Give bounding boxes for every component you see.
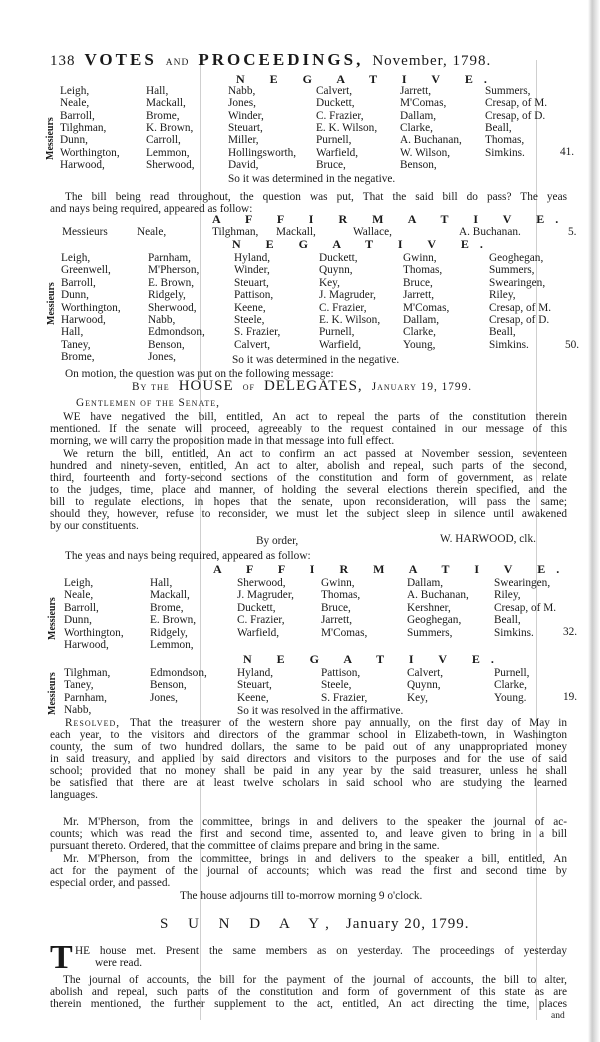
voter-name: Keene, xyxy=(237,691,269,704)
voter-name: Swearingen, xyxy=(489,276,546,289)
paragraph-line: school; provided that no money shall be paid in any year by the said treasurer, unless he shall xyxy=(50,765,567,777)
voter-name: Jones, xyxy=(148,351,176,364)
paragraph-line: languages. xyxy=(50,789,98,801)
day-heading: S U N D A Y, xyxy=(160,916,337,932)
voter-name: Jarrett, xyxy=(400,85,432,97)
message-salutation: Gentlemen of the Senate, xyxy=(76,397,220,409)
voter-name: Cresap, of M. xyxy=(489,301,552,314)
voter-name: Hyland, xyxy=(234,252,271,264)
voter-name: Keene, xyxy=(234,301,266,314)
voter-name: Winder, xyxy=(228,109,264,122)
paragraph-line: by our constituents. xyxy=(50,520,139,532)
voter-name: Tilghman, xyxy=(212,226,259,238)
voter-name: Dunn, xyxy=(60,134,88,147)
voter-name: Steuart, xyxy=(228,121,263,134)
paragraph-line: county, the sum of two hundred dollars, the same to be paid out of any unappropriated money xyxy=(50,741,567,753)
voter-name: Worthington, xyxy=(61,301,121,314)
voter-name: Hyland, xyxy=(237,667,274,679)
paragraph-line: each year, to the visitors and directors of the grammar school in Elizabeth-town, in Washington xyxy=(50,729,567,741)
voter-name: Purnell, xyxy=(316,134,352,147)
voter-name: Beall, xyxy=(494,614,521,627)
message-of: of xyxy=(242,381,255,393)
vote-heading-affirmative: A F F I R M A T I V E. xyxy=(212,212,570,226)
voter-name: Clarke, xyxy=(403,326,436,339)
voter-name: Gwinn, xyxy=(403,252,437,264)
voter-name: Bruce, xyxy=(316,158,346,171)
voter-name: Swearingen, xyxy=(494,577,551,589)
voter-name: Gwinn, xyxy=(321,577,355,589)
voter-name: Sherwood, xyxy=(146,158,195,171)
paragraph-line: be satisfied that there are at least twelve scholars in said school who are studying the learned xyxy=(50,777,567,789)
paragraph-line: pursuant thereto. Ordered, that the committee of claims prepare and bring in the same. xyxy=(50,840,440,852)
voter-name: Thomas, xyxy=(321,589,361,602)
voter-name: Harwood, xyxy=(64,639,109,651)
paragraph-line: mentioned. If the senate will proceed, agreeably to the request contained in our message of this xyxy=(50,423,567,435)
voter-name: M'Pherson, xyxy=(148,264,200,277)
messieurs-label: Messieurs xyxy=(45,117,56,160)
voter-name: S. Frazier, xyxy=(234,326,281,339)
voter-name: A. Buchanan, xyxy=(400,134,462,147)
voter-name: Quynn, xyxy=(407,679,441,692)
voter-name: Clarke, xyxy=(494,679,527,692)
voter-name: Riley, xyxy=(494,589,521,602)
voter-name: Purnell, xyxy=(319,326,355,339)
voter-name: Nabb, xyxy=(64,704,92,717)
voter-name: Taney, xyxy=(64,679,94,692)
voter-name: Lemmon, xyxy=(150,639,194,651)
message-delegates: DELEGATES, xyxy=(263,378,363,394)
voter-name: Dallam, xyxy=(407,577,444,589)
voter-name: Jarrett, xyxy=(403,289,435,302)
voter-name: David, xyxy=(228,158,259,171)
voter-name: Miller, xyxy=(228,134,259,147)
voter-name: Calvert, xyxy=(407,667,444,679)
voter-name: M'Comas, xyxy=(403,301,450,314)
paragraph-line: morning, we will carry the proposition made in that message into full effect. xyxy=(50,435,395,447)
voter-name: Pattison, xyxy=(321,667,361,679)
voter-name: Hall, xyxy=(150,577,173,589)
voter-name: Thomas, xyxy=(403,264,443,277)
voter-name: E. Brown, xyxy=(150,614,197,627)
voter-name: Pattison, xyxy=(234,289,274,302)
voter-name: Taney, xyxy=(61,338,91,351)
voter-name: Benson, xyxy=(150,679,187,692)
voter-name: Young. xyxy=(494,691,527,704)
voter-name: Summers, xyxy=(489,264,535,277)
voter-name: Beall, xyxy=(485,121,512,134)
paragraph-line: counts; which was read the first and second time, assented to, and leave given to bring in a bill xyxy=(50,828,567,840)
voter-name: Brome, xyxy=(61,351,95,364)
voter-name: Greenwell, xyxy=(61,264,111,277)
voter-name: Duckett, xyxy=(237,601,276,614)
voter-name: Key, xyxy=(407,691,428,704)
messieurs-label: Messieurs xyxy=(47,672,58,715)
voter-name: M'Comas, xyxy=(400,97,447,110)
voter-name: Cresap, of D. xyxy=(485,109,546,122)
message-house: HOUSE xyxy=(178,378,234,394)
voter-name: M'Comas, xyxy=(321,626,368,639)
voter-name: Summers, xyxy=(407,626,453,639)
voter-name: Ridgely, xyxy=(150,626,188,639)
voter-name: Jarrett, xyxy=(321,614,353,627)
message-signature: W. HARWOOD, clk. xyxy=(440,533,536,545)
voter-name: Wallace, xyxy=(353,226,392,238)
voter-name: J. Magruder, xyxy=(237,589,294,602)
running-title-and: AND xyxy=(165,58,190,68)
voter-name: Barroll, xyxy=(61,276,96,289)
running-header xyxy=(50,50,491,70)
voter-name: Benson, xyxy=(148,338,185,351)
running-title-date: November, 1798. xyxy=(372,53,492,69)
vote-result: So it was resolved in the affirmative. xyxy=(237,705,404,717)
voter-name: Hollingsworth, xyxy=(228,146,297,159)
voter-name: Benson, xyxy=(400,158,437,171)
voter-name: Simkins. xyxy=(494,626,534,639)
paragraph-line: WE have negatived the bill, entitled, An act to repeal the parts of the constitution therein xyxy=(63,411,567,423)
voter-name: Steele, xyxy=(234,314,265,326)
voter-name: E. K. Wilson, xyxy=(319,314,381,326)
voter-name: A. Buchanan, xyxy=(407,589,469,602)
voter-name: Jones, xyxy=(228,97,256,110)
voter-name: C. Frazier, xyxy=(237,614,285,627)
day-header xyxy=(160,916,470,933)
page-number: 138 xyxy=(50,53,76,69)
paragraph-line: especial order, and passed. xyxy=(50,877,171,889)
vote-result: So it was determined in the negative. xyxy=(228,173,396,185)
voter-name: Quynn, xyxy=(319,264,353,277)
message-date: January 19, 1799. xyxy=(371,381,473,393)
voter-name: Dallam, xyxy=(400,109,437,122)
voter-name: Sherwood, xyxy=(237,577,286,589)
voter-name: Hall, xyxy=(146,85,169,97)
paragraph-line: bill to regulate elections, in hopes that the senate, upon reconsideration, will pass the same; xyxy=(50,496,567,508)
voter-name: Purnell, xyxy=(494,667,530,679)
voter-name: Calvert, xyxy=(234,338,271,351)
paragraph-line: The bill being read throughout, the question was put, That the said bill do pass? The yeas xyxy=(65,191,567,203)
voter-name: Mackall, xyxy=(150,589,190,602)
voter-name: Simkins. xyxy=(485,146,525,159)
voter-name: E. Brown, xyxy=(148,276,195,289)
drop-cap: T xyxy=(50,939,73,976)
paragraph-line: Mr. M'Pherson, from the committee, brings in and delivers to the speaker the journal of ac- xyxy=(63,816,567,828)
paragraph-line: therein mentioned, the further supplement to the act, entitled, An act directing the time, places xyxy=(50,998,567,1010)
paragraph-line: to the judges, time, place and manner, of holding the several elections therein specified, and the xyxy=(50,484,567,496)
voter-name: Cresap, of M. xyxy=(494,601,557,614)
resolved-lead: Resolved, xyxy=(65,717,121,729)
voter-name: Dunn, xyxy=(61,289,89,302)
vote-intro: The yeas and nays being required, appeared as follow: xyxy=(65,550,311,562)
voter-name: Harwood, xyxy=(60,158,105,171)
voter-name: Kershner, xyxy=(407,601,451,614)
voter-name: Carroll, xyxy=(146,134,181,147)
voter-name: Mackall, xyxy=(276,226,316,238)
voter-name: Geoghegan, xyxy=(489,252,544,264)
voter-name: Mackall, xyxy=(146,97,186,110)
voter-name: Steele, xyxy=(321,679,352,692)
voter-name: Winder, xyxy=(234,264,270,277)
voter-name: Tilghman, xyxy=(64,667,111,679)
vote-heading-affirmative: A F F I R M A T I V E. xyxy=(213,562,571,576)
voter-name: Harwood, xyxy=(61,314,106,326)
message-by-order: By order, xyxy=(256,535,299,547)
voter-name: Duckett, xyxy=(316,97,355,110)
voter-name: Clarke, xyxy=(400,121,433,134)
voter-name: Bruce, xyxy=(403,276,433,289)
voter-name: C. Frazier, xyxy=(319,301,367,314)
voter-name: Key, xyxy=(319,276,340,289)
voter-name: Warfield, xyxy=(319,338,362,351)
paragraph-line: act for the payment of the journal of accounts; which was read the first and second time by xyxy=(50,865,567,877)
vote-heading-negative: N E G A T I V E. xyxy=(236,72,498,86)
voter-name: Young, xyxy=(403,338,436,351)
voter-name: Parnham, xyxy=(64,691,107,704)
paragraph-line: That the treasurer of the western shore pay annually, on the first day of May in xyxy=(130,717,567,729)
vote-total: 41. xyxy=(560,146,575,158)
voter-name: Cresap, of D. xyxy=(489,314,550,326)
voter-name: Summers, xyxy=(485,85,531,97)
voter-name: Neale, xyxy=(137,226,167,238)
paragraph-line: We return the bill, entitled, An act to confirm an act passed at November session, seventeen xyxy=(63,448,567,460)
voter-name: Neale, xyxy=(64,589,94,602)
voter-name: Geoghegan, xyxy=(407,614,462,627)
voter-name: Leigh, xyxy=(64,577,94,589)
voter-name: Tilghman, xyxy=(60,121,107,134)
voter-name: Warfield, xyxy=(316,146,359,159)
catchword: and xyxy=(551,1011,565,1021)
voter-name: Hall, xyxy=(61,326,84,339)
voter-name: Simkins. xyxy=(489,338,529,351)
day-date: January 20, 1799. xyxy=(345,916,470,932)
voter-name: Warfield, xyxy=(237,626,280,639)
voter-name: E. K. Wilson, xyxy=(316,121,378,134)
voter-name: W. Wilson, xyxy=(400,146,451,159)
vote-heading-negative: N E G A T I V E. xyxy=(243,652,505,666)
paragraph-line: Mr. M'Pherson, from the committee, brings in and delivers to the speaker a bill, entitled, An xyxy=(63,853,567,865)
voter-name: Nabb, xyxy=(148,314,176,326)
voter-name: Thomas, xyxy=(485,134,525,147)
voter-name: Leigh, xyxy=(61,252,91,264)
vote-total: 50. xyxy=(565,339,580,351)
voter-name: K. Brown, xyxy=(146,121,194,134)
voter-name: Calvert, xyxy=(316,85,353,97)
voter-name: Edmondson, xyxy=(148,326,205,339)
messieurs-label: Messieurs xyxy=(62,226,108,238)
voter-name: Bruce, xyxy=(321,601,351,614)
paragraph-line: abolish and repeal, such parts of the constitution and form of government of this state as are xyxy=(50,986,567,998)
voter-name: J. Magruder, xyxy=(319,289,376,302)
voter-name: Brome, xyxy=(150,601,184,614)
voter-name: Steuart, xyxy=(237,679,272,692)
voter-name: Leigh, xyxy=(60,85,90,97)
motion-text: On motion, the question was put on the following message: xyxy=(65,368,334,380)
voter-name: A. Buchanan. xyxy=(459,226,521,238)
vote-heading-negative: N E G A T I V E. xyxy=(232,237,494,251)
paragraph-line: The journal of accounts, the bill for the payment of the journal of accounts, the bill to alter, xyxy=(63,974,567,986)
adjourn-text: The house adjourns till to-morrow morning 9 o'clock. xyxy=(180,890,423,902)
voter-name: Cresap, of M. xyxy=(485,97,548,110)
voter-name: Sherwood, xyxy=(148,301,197,314)
messieurs-label: Messieurs xyxy=(46,282,57,325)
running-title-votes: VOTES xyxy=(84,50,157,69)
message-header xyxy=(132,378,472,395)
voter-name: Neale, xyxy=(60,97,90,110)
paragraph-line: in said treasury, and applied by said directors and visitors to the purposes and for the use of said xyxy=(50,753,567,765)
paragraph-line: HE house met. Present the same members as on yesterday. The proceedings of yesterday xyxy=(75,945,567,957)
running-title-proceedings: PROCEEDINGS, xyxy=(198,50,364,69)
paragraph-line: hundred and ninety-seven, entitled, An act to alter, abolish and repeal, such parts of the second, xyxy=(50,460,567,472)
voter-name: Nabb, xyxy=(228,85,256,97)
voter-name: C. Frazier, xyxy=(316,109,364,122)
voter-name: Barroll, xyxy=(64,601,99,614)
voter-name: S. Frazier, xyxy=(321,691,368,704)
vote-total: 19. xyxy=(563,691,578,703)
vote-total: 32. xyxy=(563,626,578,638)
vote-total: 5. xyxy=(568,226,577,238)
message-by-the: By the xyxy=(132,381,170,393)
voter-name: Parnham, xyxy=(148,252,191,264)
voter-name: Barroll, xyxy=(60,109,95,122)
paragraph-line: third, fourteenth and forty-second sections of the constitution and form of government, as relate xyxy=(50,472,567,484)
voter-name: Riley, xyxy=(489,289,516,302)
voter-name: Edmondson, xyxy=(150,667,207,679)
voter-name: Dallam, xyxy=(403,314,440,326)
voter-name: Beall, xyxy=(489,326,516,339)
voter-name: Lemmon, xyxy=(146,146,190,159)
voter-name: Steuart, xyxy=(234,276,269,289)
voter-name: Ridgely, xyxy=(148,289,186,302)
voter-name: Brome, xyxy=(146,109,180,122)
paragraph-line: and nays being required, appeared as follow: xyxy=(50,203,253,215)
voter-name: Duckett, xyxy=(319,252,358,264)
messieurs-label: Messieurs xyxy=(47,597,58,640)
vote-result: So it was determined in the negative. xyxy=(232,354,400,366)
voter-name: Worthington, xyxy=(60,146,120,159)
paragraph-line: should they, however, refuse to reconsider, we must let the subject sleep in silence until awakened xyxy=(50,508,567,520)
voter-name: Jones, xyxy=(150,691,178,704)
voter-name: Worthington, xyxy=(64,626,124,639)
scan-page-edge xyxy=(588,0,600,1042)
voter-name: Dunn, xyxy=(64,614,92,627)
paragraph-line: were read. xyxy=(95,957,143,969)
